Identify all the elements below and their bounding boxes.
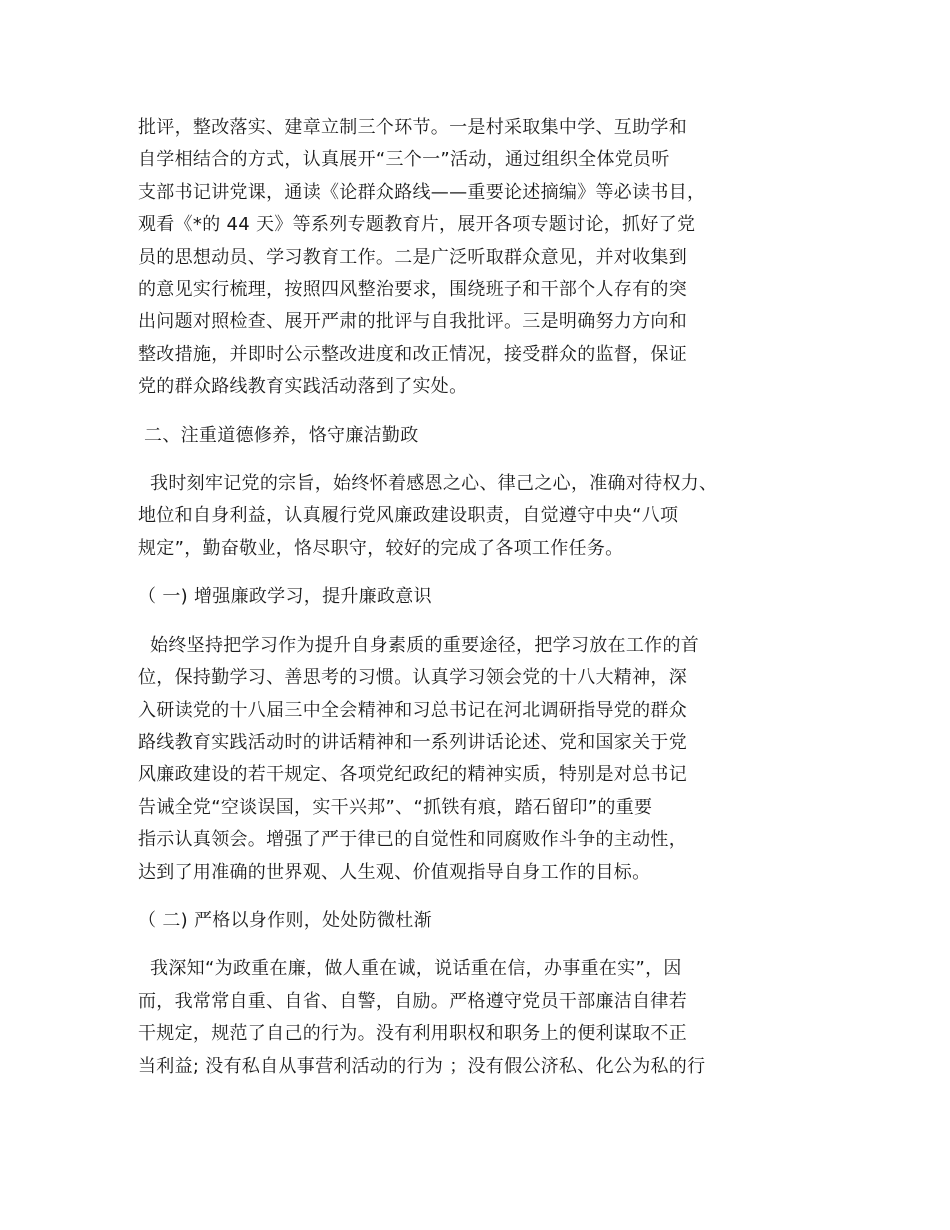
document-page	[138, 112, 838, 1083]
text-line: 入研读党的十八届三中全会精神和习总书记在河北调研指导党的群众	[138, 699, 687, 721]
section-heading: 二、注重道德修养，恪守廉洁勤政	[138, 424, 419, 446]
text-line: 干规定，规范了自己的行为。没有利用职权和职务上的便利谋取不正	[138, 1023, 687, 1045]
paragraph-learning	[138, 630, 838, 889]
text-line: 批评，整改落实、建章立制三个环节。一是村采取集中学、互助学和	[138, 117, 687, 138]
text-line: 当利益; 没有私自从事营利活动的行为 ；没有假公济私、化公为私的行	[138, 1055, 706, 1077]
paragraph-party-spirit	[138, 468, 838, 565]
text-line: 地位和自身利益，认真履行党风廉政建设职责，自觉遵守中央“八项	[138, 505, 679, 527]
text-line: 支部书记讲党课，通读《论群众路线——重要论述摘编》等必读书目，	[138, 181, 706, 203]
subsection-heading-1	[138, 581, 838, 613]
text-line: 告诫全党“空谈误国，实干兴邦”、“抓铁有痕，踏石留印”的重要	[138, 796, 653, 818]
text-line: 的意见实行梳理，按照四风整治要求，围绕班子和干部个人存有的突	[138, 279, 687, 301]
text-line: 党的群众路线教育实践活动落到了实处。	[138, 376, 468, 398]
paragraph-village-study	[138, 112, 838, 404]
paragraph-self-discipline	[138, 953, 838, 1083]
text-line: 出问题对照检查、展开严肃的批评与自我批评。三是明确努力方向和	[138, 311, 687, 333]
text-line: 观看《*的 44 天》等系列专题教育片，展开各项专题讨论，抓好了党	[138, 214, 696, 236]
text-line: 始终坚持把学习作为提升自身素质的重要途径，把学习放在工作的首	[138, 634, 700, 656]
text-line: 而，我常常自重、自省、自警，自励。严格遵守党员干部廉洁自律若	[138, 990, 687, 1012]
text-line: 我深知“为政重在廉，做人重在诚，说话重在信，办事重在实”，因	[138, 958, 682, 980]
text-line: 我时刻牢记党的宗旨，始终怀着感恩之心、律己之心，准确对待权力、	[138, 473, 718, 495]
subsection-heading-2	[138, 905, 838, 937]
text-line: 员的思想动员、学习教育工作。二是广泛听取群众意见，并对收集到	[138, 246, 687, 268]
text-line: 位，保持勤学习、善思考的习惯。认真学习领会党的十八大精神，深	[138, 667, 687, 689]
subsection-heading: （ 二) 严格以身作则，处处防微杜渐	[138, 909, 432, 931]
text-line: 规定”，勤奋敬业，恪尽职守，较好的完成了各项工作任务。	[138, 537, 624, 559]
text-line: 达到了用准确的世界观、人生观、价值观指导自身工作的目标。	[138, 861, 651, 883]
text-line: 风廉政建设的若干规定、各项党纪政纪的精神实质，特别是对总书记	[138, 764, 687, 786]
text-line: 自学相结合的方式，认真展开“三个一”活动，通过组织全体党员听	[138, 149, 670, 171]
text-line: 路线教育实践活动时的讲话精神和一系列讲话论述、党和国家关于党	[138, 731, 687, 753]
section-heading-2	[138, 420, 838, 452]
text-line: 整改措施，并即时公示整改进度和改正情况，接受群众的监督，保证	[138, 343, 687, 365]
text-line: 指示认真领会。增强了严于律已的自觉性和同腐败作斗争的主动性，	[138, 829, 687, 851]
subsection-heading: （ 一) 增强廉政学习，提升廉政意识	[138, 586, 432, 608]
